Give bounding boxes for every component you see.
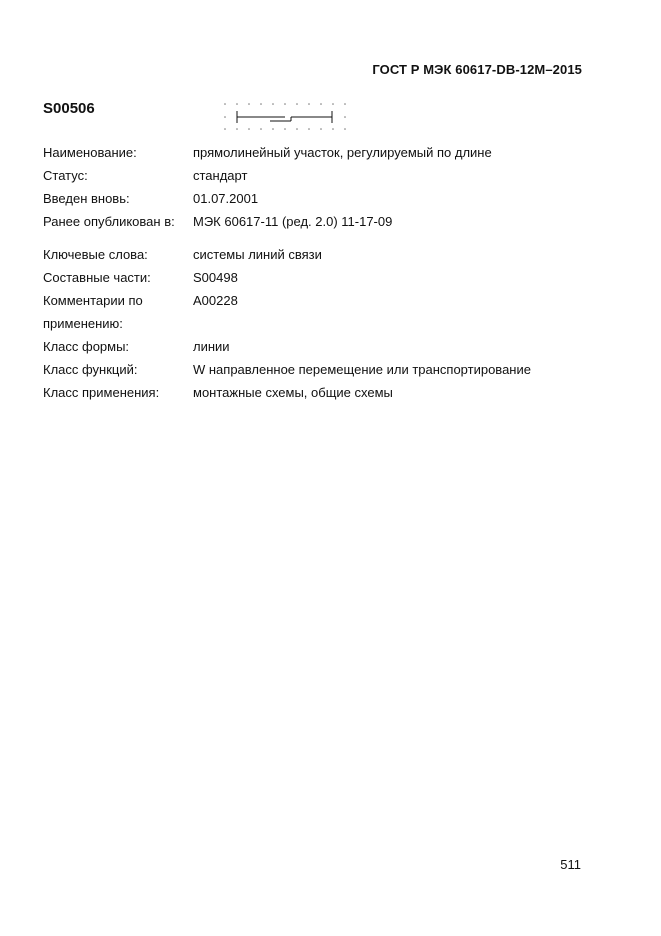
symbol-code: S00506 (43, 100, 95, 117)
property-value: системы линий связи (193, 247, 322, 262)
property-row-name (43, 141, 603, 164)
adjustable-straight-section-symbol (220, 99, 350, 133)
property-value: S00498 (193, 270, 238, 285)
property-label (43, 289, 193, 335)
property-value: W направленное перемещение или транспортирование (193, 362, 531, 377)
symbol-properties (43, 141, 603, 404)
property-value: линии (193, 339, 230, 354)
property-row-previously-published (43, 210, 603, 233)
property-label: Введен вновь: (43, 191, 130, 206)
property-row-shape-class (43, 335, 603, 358)
property-label: Ключевые слова: (43, 247, 148, 262)
property-value: A00228 (193, 293, 238, 308)
property-row-status (43, 164, 603, 187)
property-label: Класс функций: (43, 362, 138, 377)
property-label: Составные части: (43, 270, 151, 285)
property-row-introduced (43, 187, 603, 210)
symbol-lines (237, 111, 332, 123)
property-value: МЭК 60617-11 (ред. 2.0) 11-17-09 (193, 214, 393, 229)
property-value: монтажные схемы, общие схемы (193, 385, 393, 400)
property-label: Класс применения: (43, 385, 160, 400)
property-row-components (43, 266, 603, 289)
property-label: Статус: (43, 168, 88, 183)
property-value: стандарт (193, 168, 248, 183)
property-row-application-notes (43, 289, 603, 335)
property-row-keywords (43, 243, 603, 266)
property-label-text: Комментарии по применению: (43, 293, 143, 331)
property-row-application-class (43, 381, 603, 404)
property-value: прямолинейный участок, регулируемый по длине (193, 145, 492, 160)
page-number: 511 (560, 857, 581, 872)
property-label: Ранее опубликован в: (43, 214, 175, 229)
document-standard-header: ГОСТ Р МЭК 60617-DB-12M–2015 (372, 62, 582, 77)
property-value: 01.07.2001 (193, 191, 259, 206)
property-row-function-class (43, 358, 603, 381)
property-label: Наименование: (43, 145, 137, 160)
property-label: Класс формы: (43, 339, 130, 354)
